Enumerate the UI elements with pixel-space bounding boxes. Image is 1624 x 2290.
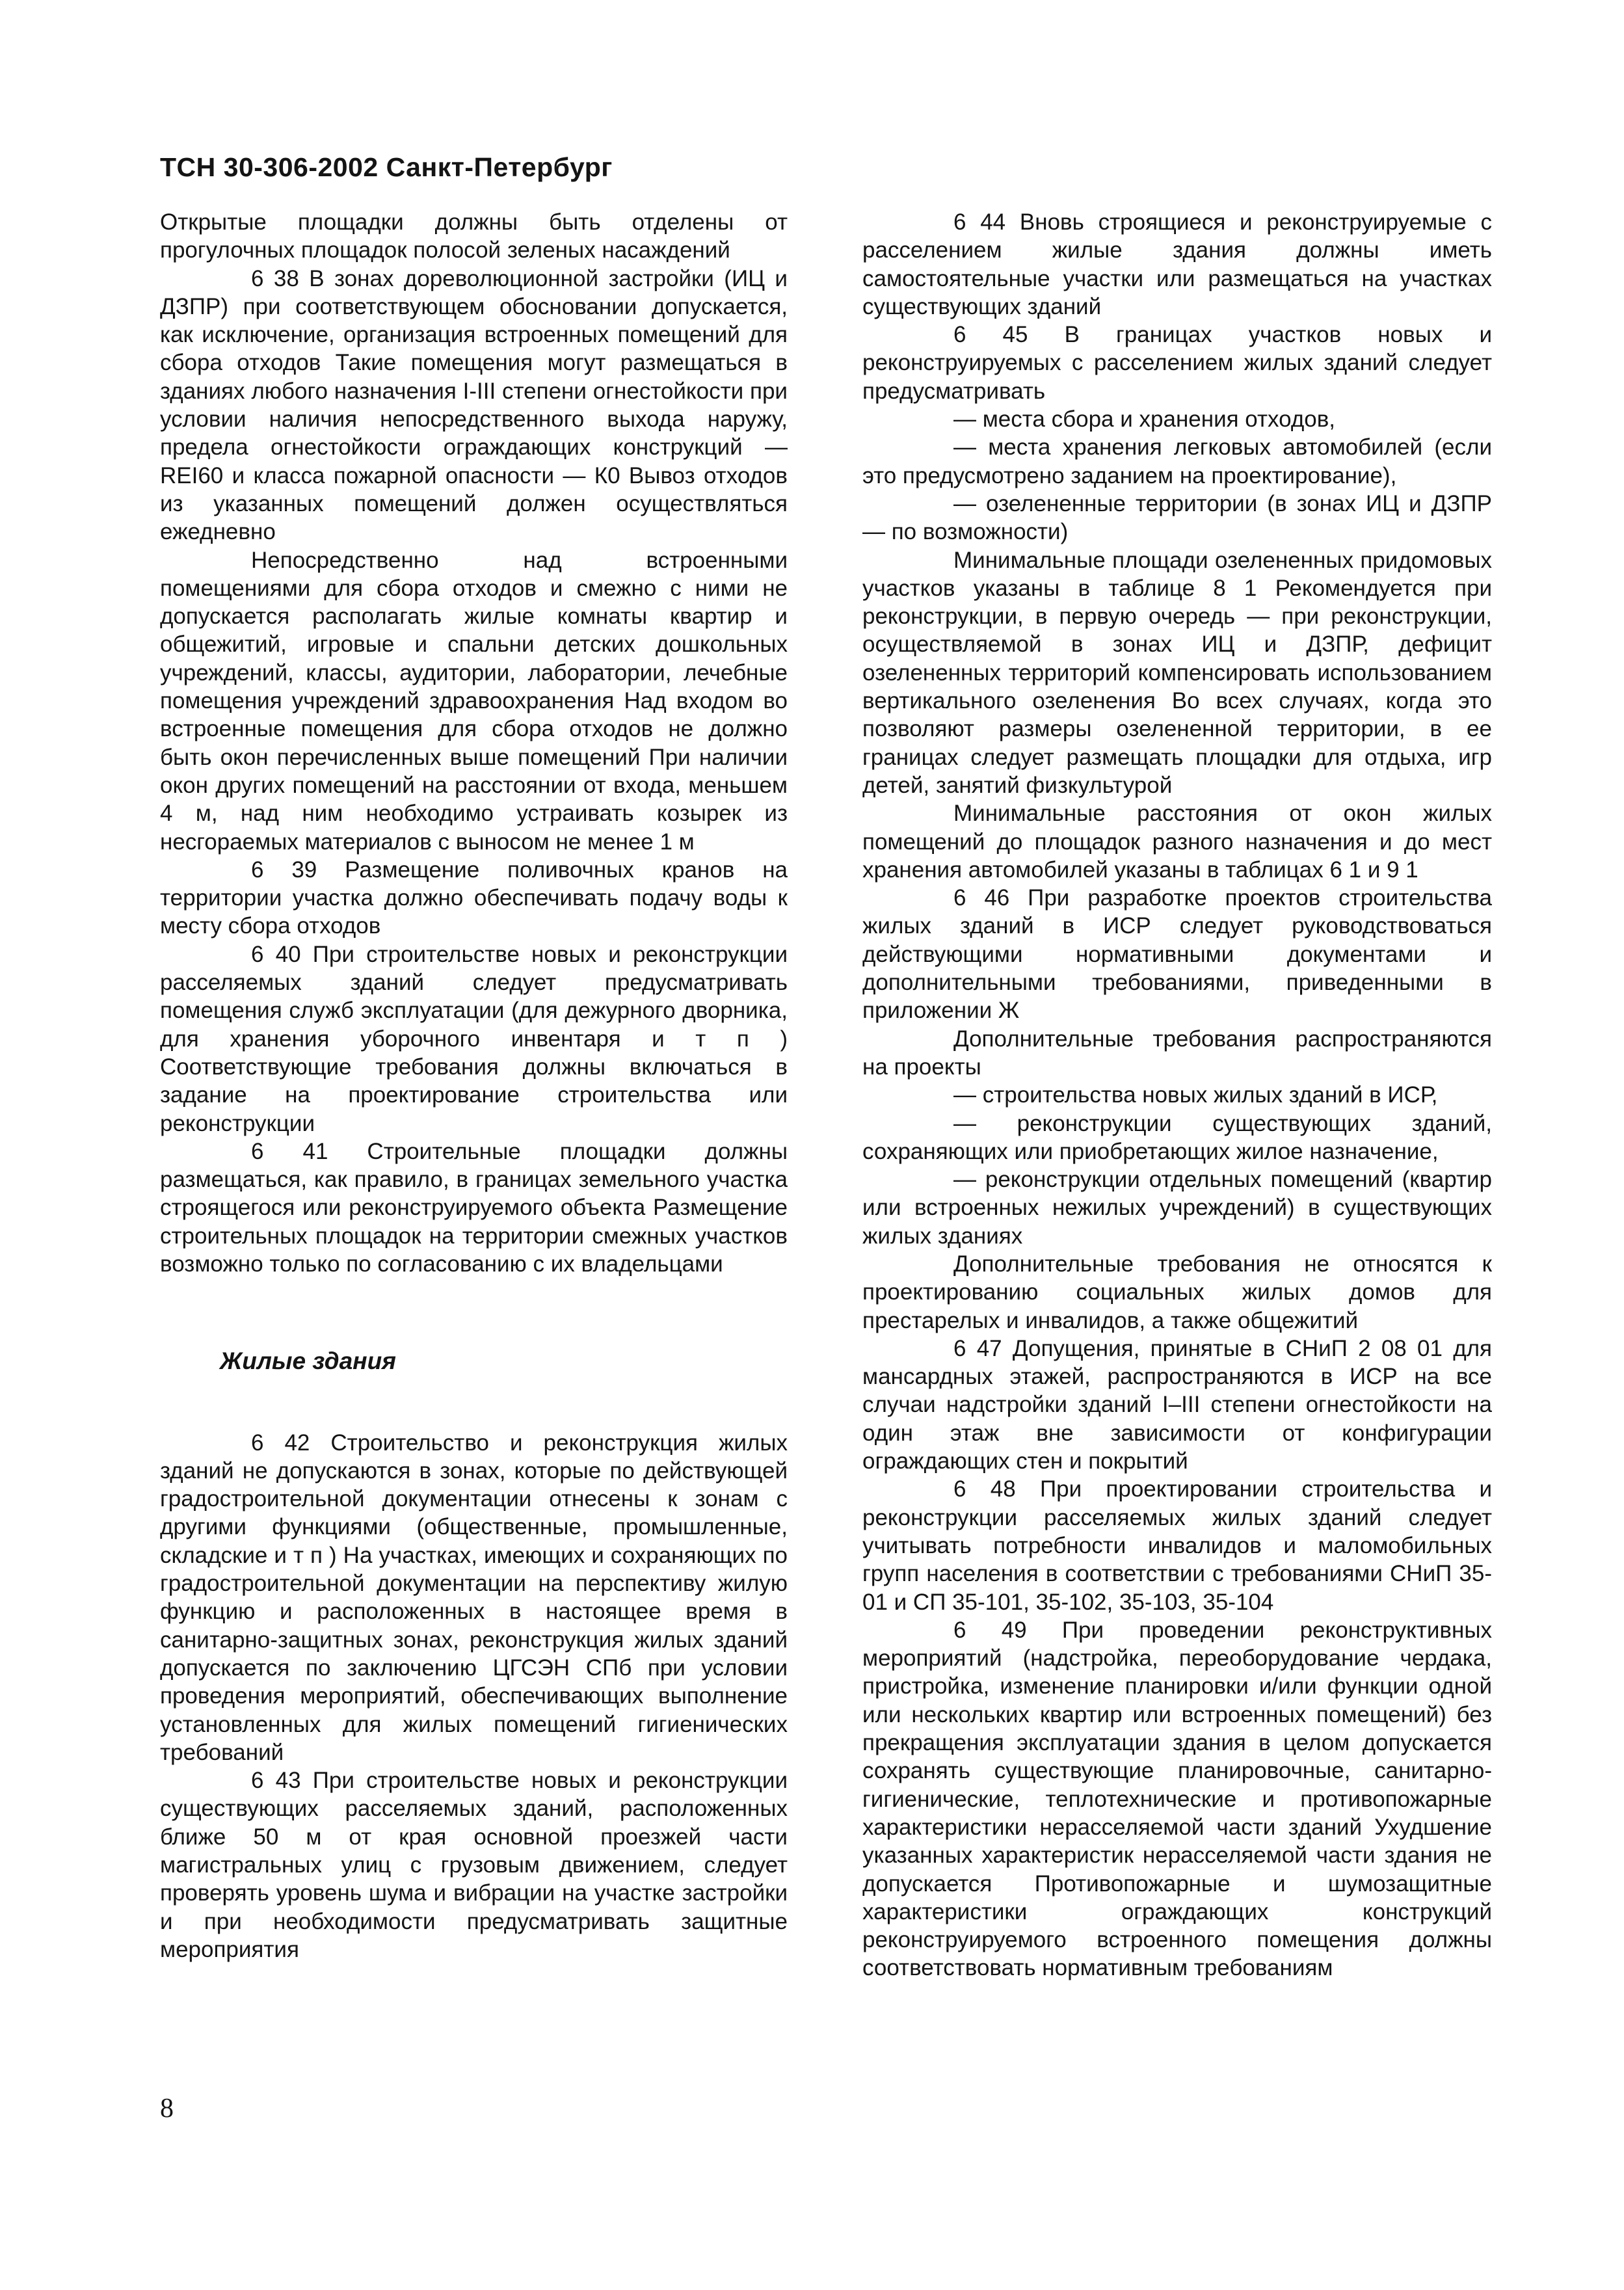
left-column (160, 208, 788, 1964)
paragraph: 6 45 В границах участков новых и реконструируемых с расселением жилых зданий следует предусматривать (862, 322, 1492, 404)
paragraph: 6 47 Допущения, принятые в СНиП 2 08 01 для мансардных этажей, распространяются в ИСР на все случаи надстройки зданий I–III степени огнестойкости на один этаж вне зависимости от конфигурации ограждающих стен и покрытий (862, 1335, 1492, 1474)
paragraph: 6 39 Размещение поливочных кранов на территории участка должно обеспечивать подачу воды к месту сбора отходов (160, 857, 788, 939)
paragraph: — строительства новых жилых зданий в ИСР, (953, 1082, 1438, 1108)
paragraph: — реконструкции отдельных помещений (квартир или встроенных нежилых учреждений) в существующих жилых зданиях (862, 1167, 1492, 1249)
paragraph: 6 48 При проектировании строительства и реконструкции расселяемых жилых зданий следует учитывать потребности инвалидов и маломобильных групп населения в соответствии с требованиями СНиП 35-01 и СП 35-101, 35-102, 35-103, 35-104 (862, 1476, 1492, 1615)
paragraph: Минимальные расстояния от окон жилых помещений до площадок разного назначения и до мест хранения автомобилей указаны в таблицах 6 1 и 9 1 (862, 801, 1492, 883)
paragraph: — озелененные территории (в зонах ИЦ и ДЗПР — по возможности) (862, 490, 1492, 545)
paragraph: 6 43 При строительстве новых и реконструкции существующих расселяемых зданий, расположенных ближе 50 м от края основной проезжей части магистральных улиц с грузовым движением, следует проверять уровень шума и вибрации на участке застройки и при необходимости предусматривать защитные мероприятия (160, 1768, 788, 1962)
paragraph: — места хранения легковых автомобилей (если это предусмотрено заданием на проектирование), (862, 434, 1492, 488)
paragraph: Минимальные площади озелененных придомовых участков указаны в таблице 8 1 Рекомендуется при реконструкции, в первую очередь — при реконструкции, осуществляемой в зонах ИЦ и ДЗПР, дефицит озелененных территорий компенсировать использованием вертикального озеленения Во всех случаях, когда это позволяют размеры озелененной территории, в ее границах следует размещать площадки для отдыха, игр детей, занятий физкультурой (862, 547, 1492, 798)
paragraph: Дополнительные требования распространяются на проекты (862, 1026, 1492, 1080)
paragraph: 6 40 При строительстве новых и реконструкции расселяемых зданий следует предусматривать помещения служб эксплуатации (для дежурного дворника, для хранения уборочного инвентаря и т п ) Соответствующие требования должны включаться в задание на проектирование строительства или реконструкции (160, 941, 788, 1136)
page-number: 8 (160, 2094, 174, 2124)
section-title: Жилые здания (220, 1348, 396, 1375)
paragraph: — места сбора и хранения отходов, (953, 406, 1336, 433)
paragraph: 6 42 Строительство и реконструкция жилых зданий не допускаются в зонах, которые по действующей градостроительной документации отнесены к зонам с другими функциями (общественные, промышленные, складские и т п ) На участках, имеющих и сохраняющих по градостроительной документации на перспективу жилую функцию и расположенных в настоящее время в санитарно-защитных зонах, реконструкция жилых зданий допускается по заключению ЦГСЭН СПб при условии проведения мероприятий, обеспечивающих выполнение установленных для жилых помещений гигиенических требований (160, 1430, 788, 1765)
paragraph: 6 44 Вновь строящиеся и реконструируемые с расселением жилые здания должны иметь самостоятельные участки или размещаться на участках существующих зданий (862, 209, 1492, 319)
paragraph: Непосредственно над встроенными помещениями для сбора отходов и смежно с ними не допускается располагать жилые комнаты квартир и общежитий, игровые и спальни детских дошкольных учреждений, классы, аудитории, лаборатории, лечебные помещения учреждений здравоохранения Над входом во встроенные помещения для сбора отходов не должно быть окон перечисленных выше помещений При наличии окон других помещений на расстоянии от входа, меньшем 4 м, над ним необходимо устраивать козырек из несгораемых материалов с выносом не менее 1 м (160, 547, 788, 855)
right-column (862, 208, 1492, 1982)
running-header: ТСН 30-306-2002 Санкт-Петербург (160, 152, 613, 182)
paragraph: Дополнительные требования не относятся к проектированию социальных жилых домов для престарелых и инвалидов, а также общежитий (862, 1251, 1492, 1333)
paragraph: Открытые площадки должны быть отделены от прогулочных площадок полосой зеленых насаждений (160, 209, 788, 263)
paragraph: 6 46 При разработке проектов строительства жилых зданий в ИСР следует руководствоваться действующими нормативными документами и дополнительными требованиями, приведенными в приложении Ж (862, 885, 1492, 1024)
paragraph: 6 38 В зонах дореволюционной застройки (ИЦ и ДЗПР) при соответствующем обосновании допускается, как исключение, организация встроенных помещений для сбора отходов Такие помещения могут размещаться в зданиях любого назначения I-III степени огнестойкости при условии наличия непосредственного выхода наружу, предела огнестойкости ограждающих конструкций — REI60 и класса пожарной опасности — К0 Вывоз отходов из указанных помещений должен осуществляться ежедневно (160, 265, 788, 545)
paragraph: 6 49 При проведении реконструктивных мероприятий (надстройка, переоборудование чердака, пристройка, изменение планировки и/или функции одной или нескольких квартир или встроенных помещений) без прекращения эксплуатации здания в целом допускается сохранять существующие планировочные, санитарно-гигиенические, теплотехнические и противопожарные характеристики нерасселяемой части зданий Ухудшение указанных характеристик нерасселяемой части здания не допускается Противопожарные и шумозащитные характеристики ограждающих конструкций реконструируемого встроенного помещения должны соответствовать нормативным требованиям (862, 1617, 1492, 1981)
paragraph: 6 41 Строительные площадки должны размещаться, как правило, в границах земельного участка строящегося или реконструируемого объекта Размещение строительных площадок на территории смежных участков возможно только по согласованию с их владельцами (160, 1138, 788, 1277)
paragraph: — реконструкции существующих зданий, сохраняющих или приобретающих жилое назначение, (862, 1110, 1492, 1164)
